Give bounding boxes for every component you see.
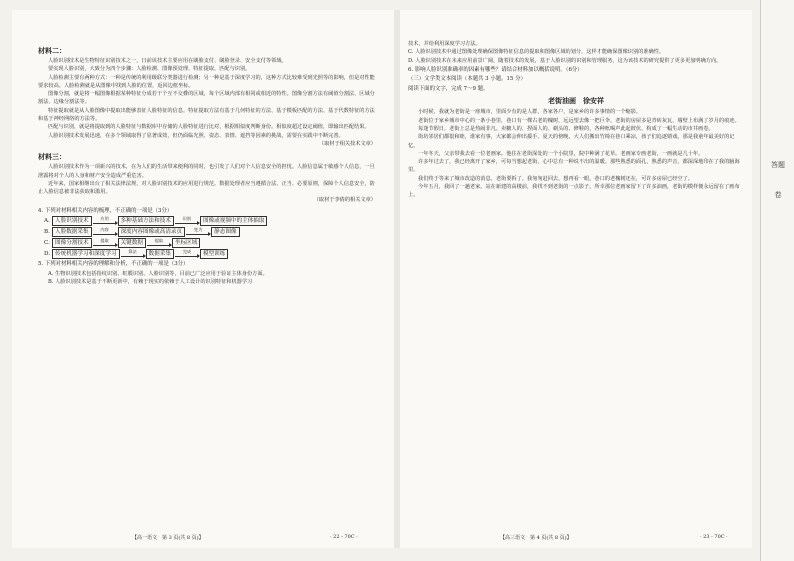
arrow-icon: 提取: [92, 239, 118, 247]
m3-para: 人脸识别技术作为一项新兴的技术，在为人们的生活带来便利的同时，也引发了人们对个人信息安全的担忧。人脸信息属于敏感个人信息，一旦泄露将对个人的人身和财产安全造成严重危害。: [38, 164, 375, 179]
story-title: 老街油画 徐安祥: [548, 96, 604, 106]
answer-sidebar: [760, 0, 794, 561]
question-6: 6. 影响人脸识别准确率的因素有哪些？请结合材料加以概括说明。（6分）: [408, 66, 583, 73]
m3-para: 近年来，国家相继出台了相关法律法规，对人脸识别技术的应用进行规范。数据处理者应当遵循合法、正当、必要原则，保障个人信息安全，防止人脸信息被非法获取和滥用。: [38, 180, 375, 196]
left-footer: 【高一语文 第 3 页(共 8 页)】: [132, 535, 204, 541]
story-para: 每逢节假日，老街上总是热闹非凡。卖糖人的、捏面人的、剃头的、修鞋的，各种吆喝声此起彼伏，构成了一幅生动的市井画卷。: [418, 125, 714, 132]
q5-option-d[interactable]: D. 人脸识别技术在未来应用前景广阔，随着技术的发展，基于人脸识别的识别和管理服务，这为该技术的研究提供了更多更加明确方向。: [408, 57, 722, 64]
story-para: 一年冬天，父亲带我去看一位老画家。他住在老街深处的一个小院里，院中种满了花草。老画家专画老街，一画就是几十年。: [418, 150, 704, 157]
m2-para: 要实现人脸识别，大致分为四个步骤：人脸检测、图像预处理、特征提取、匹配与识别。: [48, 66, 251, 73]
story-para: 今年五月，我回了一趟老家。站在新建的高楼前，我找不到老街的一点影子。所幸那位老画家留下了许多油画，老街的模样便永远留在了画布上。: [408, 184, 740, 199]
right-footer: 【高三语文 第 4 页(共 8 页)】: [500, 535, 572, 541]
chain-box: 人脸数据采集: [52, 227, 92, 237]
option-label: B.: [44, 229, 50, 236]
right-footer-code: · 23 - 70C ·: [700, 534, 728, 540]
option-label: C.: [44, 240, 50, 247]
q4-option-b[interactable]: [44, 227, 376, 237]
q4-option-c[interactable]: [44, 238, 376, 248]
chain-box: 静态图像: [211, 227, 239, 237]
story-para: 街坊邻居们都很和睦，谁家有事，大家都会伸出援手。夏天的傍晚，大人们搬出竹椅在巷口乘凉，孩子们追逐嬉戏，那是我童年最美好的记忆。: [408, 134, 735, 149]
section-3-intro: 阅读下面的文字，完成 7～9 题。: [408, 85, 489, 92]
question-4: 4. 下列对材料相关内容的梳理，不正确的一项是（3分）: [38, 207, 173, 214]
m3-source: （取材于李倩的相关文章）: [313, 197, 376, 204]
sidebar-label: 答题卷: [771, 161, 785, 199]
story-para: 我们终于等来了城市改造的消息，老街要拆了。我匆匆赶回去，想再看一眼。巷口的老槐树还在，可许多房屋已经空了。: [418, 175, 693, 182]
arrow-icon: 完成: [174, 250, 200, 258]
chain-box: 坐标区域: [172, 238, 200, 248]
story-para: 小时候，我就为老街是一座城市，里面少有的是人群，各家各户，是家乡的许多事情的一个缩影。: [418, 109, 642, 116]
chain-box: 传统机器学习和深度学习: [52, 249, 120, 259]
material-2-title: 材料二：: [38, 46, 66, 55]
chain-box: 图像分割技术: [52, 238, 92, 248]
right-column: [408, 40, 744, 200]
m2-para: 图像分割，就是将一幅图像根据某种特征分成若干个互不交叠的区域，每个区域内部有相同或相近的特性。图像分割方法有阈值分割法、区域分割法、边缘分割法等。: [38, 91, 375, 106]
arrow-icon: 变为: [185, 228, 211, 236]
q5-option-c[interactable]: C. 人脸识别技术中通过图像处理确保图像特征信息的提取和图像区域的划分，这样才能确保图像识别的准确性。: [408, 49, 665, 56]
arrow-icon: 提取: [146, 239, 172, 247]
story-para: 许多年过去了，我已经离开了家乡，可每当想起老街，心中总有一种说不出的温暖。那些熟悉的面孔、熟悉的声音，都深深地印在了我的脑海里。: [408, 159, 740, 174]
m2-para: 人脸识别技术发展迅速，在多个领域取得了显著成效，但仍面临光照、姿态、表情、遮挡等因素的挑战，需要在实践中不断完善。: [48, 132, 344, 139]
m2-para: 匹配与识别，就是将提取到的人脸特征与数据库中存储的人脸特征进行比对，根据相似度判断身份。相似度超过设定阈值，即输出匹配结果。: [48, 124, 370, 131]
chain-box: 深度内容图像或高清录页: [118, 227, 186, 237]
left-page: [12, 10, 394, 548]
chain-box: 多种基础方法和技术: [118, 216, 174, 226]
chain-box: 关键数据: [118, 238, 146, 248]
q4-option-a[interactable]: [44, 216, 376, 226]
option-label: D.: [44, 251, 51, 258]
option-label: A.: [44, 218, 50, 225]
m2-source: （取材于相关技术文章）: [318, 140, 376, 147]
m2-para: 人脸检测主要有两种方式：一种是传统的利用级联分类器进行检测；另一种是基于深度学习的，这种方式比较难受到光照等的影响，但是对性能要求较高。人脸检测就是从图像中找到人脸的位置，返回边框坐标。: [38, 74, 375, 89]
left-footer-code: · 22 - 70C ·: [330, 534, 358, 540]
story-para: 老街位于家乡城市中心的一条小巷里，巷口有一棵古老的槐树，远远望去像一把巨伞。老街的房屋多是青砖灰瓦，墙壁上布满了岁月的痕迹。: [418, 117, 740, 124]
m2-para: 特征提取就是从人脸图像中提取出能够表征人脸特征的信息。特征提取方法有基于几何特征的方法、基于模板匹配的方法、基于代数特征的方法和基于神经网络的方法等。: [38, 107, 375, 123]
arrow-icon: 识别: [174, 217, 200, 225]
arrow-icon: 算法: [120, 250, 146, 258]
right-page: [400, 10, 752, 548]
material-3-title: 材料三：: [38, 152, 66, 162]
arrow-icon: 内容: [92, 228, 118, 236]
q4-option-d[interactable]: [44, 249, 376, 259]
chain-box: 图像或视频中的主体抽取: [200, 216, 268, 226]
arrow-icon: 应用: [92, 217, 118, 225]
m2-para: 人脸识别技术是生物特征识别技术之一，日前该技术主要应用在刷脸支付、刷脸登录、安全支付等领域。: [48, 58, 287, 64]
q5-continued: 技术，并给利用深度学习方法。: [408, 41, 481, 47]
q5-option-b[interactable]: B. 人脸识别技术是基于不断更新中，有赖于现实的依赖于人工设计的识别特征和机器学习: [48, 279, 253, 286]
q5-option-a[interactable]: A. 生物识别技术包括指纹识别、虹膜识别、人脸识别等，目前已广泛应用于验证主体身份方面。: [48, 270, 268, 277]
chain-box: 数据采集: [146, 249, 174, 259]
chain-box: 模型训练: [200, 249, 228, 259]
section-3-heading: （三）文学类文本阅读（本题共 3 小题，15 分）: [408, 76, 526, 83]
question-5: 5. 下列对材料相关内容的理解和分析，不正确的一项是（3分）: [38, 261, 189, 268]
left-column: [38, 42, 376, 286]
chain-box: 人脸识别技术: [52, 216, 92, 226]
